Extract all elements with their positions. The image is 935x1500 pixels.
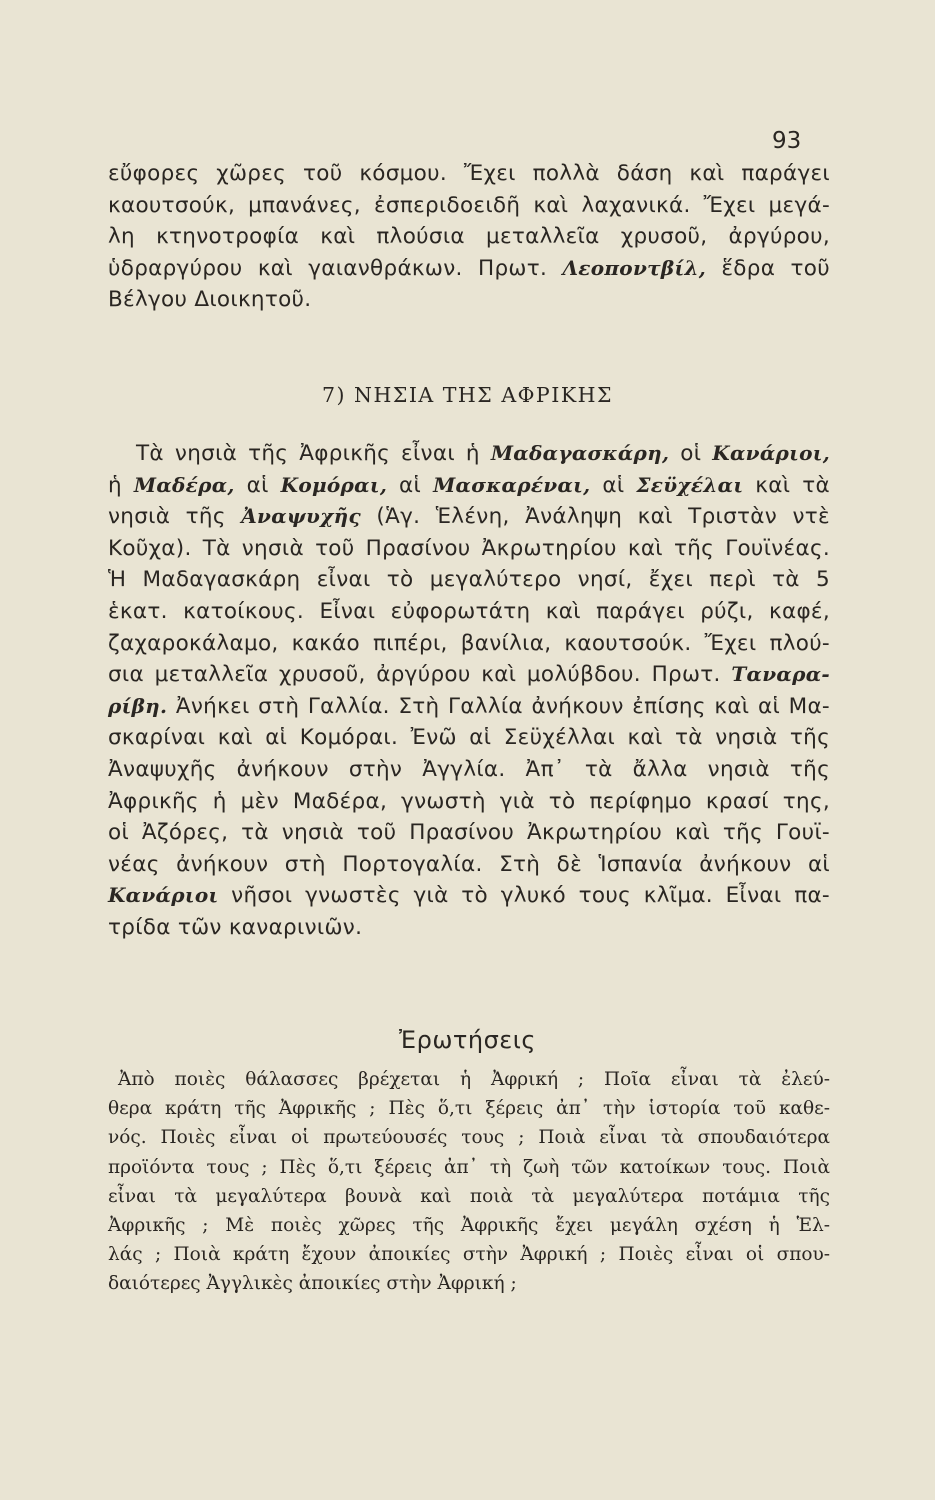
text-line [108,691,830,723]
place-name: Ἀναψυχῆς [241,504,361,529]
text-line: νέας ἀνήκουν στὴ Πορτογαλία. Στὴ δὲ Ἱσπανία ἀνήκουν αἱ [108,851,830,877]
text-line: Ἀναψυχῆς ἀνήκουν στὴν Ἀγγλία. Ἀπ᾽ τὰ ἄλλα νησιὰ τῆς [108,756,830,782]
text-fragment: νῆσοι γνωστὲς γιὰ τὸ γλυκό τους κλῖμα. Εἶναι πα- [218,883,830,909]
text-fragment: Ἀνήκει στὴ Γαλλία. Στὴ Γαλλία ἀνήκουν ἐπίσης καὶ αἱ Μα- [167,693,830,719]
page-number: 93 [772,128,802,154]
questions-title: Ἐρωτήσεις [399,1026,536,1054]
text-line: λη κτηνοτροφία καὶ πλούσια μεταλλεῖα χρυσοῦ, ἀργύρου, [108,224,830,250]
text-line: Ἀφρικῆς ἡ μὲν Μαδέρα, γνωστὴ γιὰ τὸ περίφημο κρασί της, [108,788,830,814]
text-fragment: σια μεταλλεῖα χρυσοῦ, ἀργύρου καὶ μολύβδου. Πρωτ. [108,662,732,688]
question-line: Ἀπὸ ποιὲς θάλασσες βρέχεται ἡ Ἀφρική ; Ποῖα εἶναι τὰ ἐλεύ- [118,1069,830,1090]
place-name: Κομόραι, [280,472,388,497]
islands-paragraph [108,438,830,944]
text-fragment: Τὰ νησιὰ τῆς Ἀφρικῆς εἶναι ἡ [136,441,491,466]
text-fragment: καὶ τὰ [743,472,830,498]
question-line: Ἀφρικῆς ; Μὲ ποιὲς χῶρες τῆς Ἀφρικῆς ἔχει μεγάλη σχέση ἡ Ἑλ- [108,1215,830,1237]
text-line: καουτσούκ, μπανάνες, ἐσπεριδοειδῆ καὶ λαχανικά. Ἔχει μεγά- [108,192,830,218]
text-line [108,470,830,502]
question-line: νός. Ποιὲς εἶναι οἱ πρωτεύουσές τους ; Ποιὰ εἶναι τὰ σπουδαιότερα [108,1127,830,1149]
text-line: εὔφορες χῶρες τοῦ κόσμου. Ἔχει πολλὰ δάση καὶ παράγει [108,161,830,186]
place-name: Κανάριοι, [712,441,830,465]
text-line [108,438,830,470]
place-name: Μαδαγασκάρη, [490,441,670,465]
text-fragment: (Ἁγ. Ἑλένη, Ἀνάληψη καὶ Τριστὰν ντὲ [360,504,830,530]
text-line: Ἡ Μαδαγασκάρη εἶναι τὸ μεγαλύτερο νησί, ἔχει περὶ τὰ 5 [108,567,830,593]
place-name: Μασκαρέναι, [433,472,591,497]
place-name: Ταναρα- [731,662,830,687]
text-line: Βέλγου Διοικητοῦ. [108,287,312,313]
place-name: Κανάριοι [108,883,219,908]
text-line: ζαχαροκάλαμο, κακάο πιπέρι, βανίλια, καουτσούκ. Ἔχει πλού- [108,630,830,656]
text-line: οἱ Ἀζόρες, τὰ νησιὰ τοῦ Πρασίνου Ἀκρωτηρίου καὶ τῆς Γουϊ- [108,820,830,846]
place-name: Μαδέρα, [133,472,235,497]
text-fragment: νησιὰ τῆς [108,504,242,530]
text-line [108,253,830,285]
text-fragment: ἕδρα τοῦ [706,255,830,281]
text-line: Κοῦχα). Τὰ νησιὰ τοῦ Πρασίνου Ἀκρωτηρίου καὶ τῆς Γουϊνέας. [108,535,830,561]
question-line: λάς ; Ποιὰ κράτη ἔχουν ἀποικίες στὴν Ἀφρική ; Ποιὲς εἶναι οἱ σπου- [108,1244,830,1266]
text-line: σκαρίναι καὶ αἱ Κομόραι. Ἐνῶ αἱ Σεϋχέλλαι καὶ τὰ νησιὰ τῆς [108,725,830,751]
text-fragment: αἱ [590,472,637,498]
place-name: ρίβη. [108,693,168,718]
section-heading: 7) ΝΗΣΙΑ ΤΗΣ ΑΦΡΙΚΗΣ [321,383,614,407]
text-line [108,880,830,912]
place-name: Σεϋχέλαι [636,472,744,497]
questions-paragraph [108,1065,830,1299]
text-fragment: οἱ [669,441,713,466]
place-name-leopoldville: Λεοποντβίλ, [562,255,707,280]
text-fragment: αἱ [234,472,281,498]
question-line: εἶναι τὰ μεγαλύτερα βουνὰ καὶ ποιὰ τὰ μεγαλύτερα ποτάμια τῆς [108,1185,830,1207]
text-fragment: ἡ [108,472,134,498]
text-line [108,501,830,533]
intro-paragraph [108,158,830,316]
text-fragment: αἱ [387,472,434,498]
question-line: προϊόντα τους ; Πὲς ὅ,τι ξέρεις ἀπ᾽ τὴ ζωὴ τῶν κατοίκων τους. Ποιὰ [108,1156,830,1178]
text-line: τρίδα τῶν καναρινιῶν. [108,914,363,940]
question-line: θερα κράτη τῆς Ἀφρικῆς ; Πὲς ὅ,τι ξέρεις ἀπ᾽ τὴν ἱστορία τοῦ καθε- [108,1098,830,1120]
text-fragment: ὑδραργύρου καὶ γαιανθράκων. Πρωτ. [108,255,563,281]
text-line [108,659,830,691]
text-line: ἑκατ. κατοίκους. Εἶναι εὐφορωτάτη καὶ παράγει ρύζι, καφέ, [108,598,830,624]
question-line: δαιότερες Ἀγγλικὲς ἀποικίες στὴν Ἀφρική ; [108,1273,517,1295]
